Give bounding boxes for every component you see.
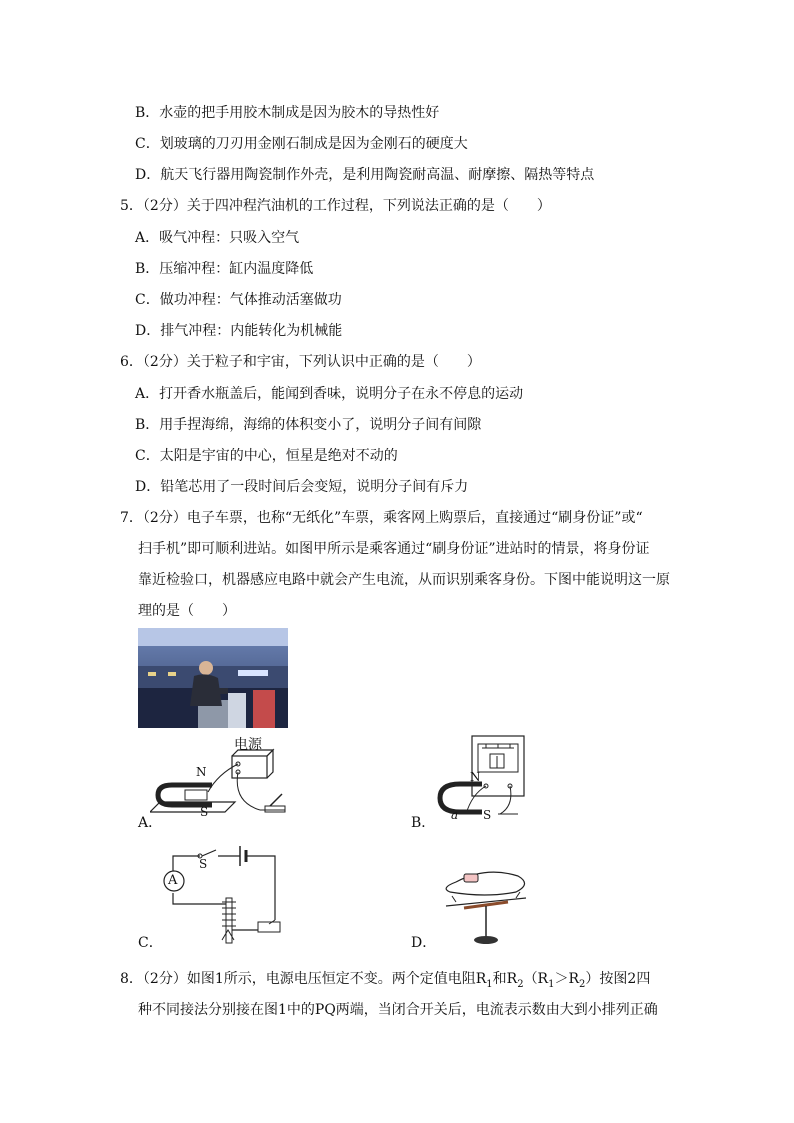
r2-subscript: 2 [517, 978, 524, 990]
q5-stem: 5．（2分）关于四冲程汽油机的工作过程，下列说法正确的是（ ） [120, 198, 551, 214]
q8-text-part5: ）按图2四 [585, 971, 651, 987]
q7-stem-line4: 理的是（ ） [138, 603, 236, 619]
q6-option-b: B．用手捏海绵，海绵的体积变小了，说明分子间有间隙 [135, 417, 482, 433]
figure-a-motor [150, 740, 300, 825]
figure-b-a-label: a [451, 808, 459, 822]
q8-text-part4: ＞R [554, 971, 580, 987]
figure-b-label: B． [411, 815, 436, 831]
q8-text-part1: 8．（2分）如图1所示，电源电压恒定不变。两个定值电阻R [120, 971, 487, 987]
station-gate-photo [138, 628, 288, 728]
q6-option-c: C．太阳是宇宙的中心，恒星是绝对不动的 [135, 448, 398, 464]
power-supply-label: 电源 [234, 737, 262, 753]
figure-b-n-pole: N [470, 770, 481, 784]
q6-option-a: A．打开香水瓶盖后，能闻到香味，说明分子在永不停息的运动 [135, 386, 524, 402]
figure-d-compass [436, 862, 536, 948]
figure-a-label: A． [138, 815, 163, 831]
ammeter-label: A [168, 873, 178, 888]
q4-option-d: D．航天飞行器用陶瓷制作外壳，是利用陶瓷耐高温、耐摩擦、隔热等特点 [135, 167, 595, 183]
q5-option-a: A．吸气冲程：只吸入空气 [135, 230, 300, 246]
figure-c-electromagnet [160, 840, 300, 950]
q6-option-d: D．铅笔芯用了一段时间后会变短，说明分子间有斥力 [135, 479, 469, 495]
q8-stem-line1 [120, 969, 650, 989]
q7-stem-line3: 靠近检验口，机器感应电路中就会产生电流，从而识别乘客身份。下图中能说明这一原 [138, 572, 670, 588]
figure-d-label: D． [411, 935, 437, 951]
q5-option-c: C．做功冲程：气体推动活塞做功 [135, 292, 342, 308]
r1-subscript: 1 [486, 978, 493, 990]
figure-a-n-pole: N [196, 765, 207, 779]
q6-stem: 6．（2分）关于粒子和宇宙，下列认识中正确的是（ ） [120, 354, 481, 370]
q8-text-part3: （R [523, 971, 549, 987]
r1-subscript-2: 1 [548, 978, 555, 990]
figure-b-s-pole: S [483, 808, 492, 822]
q5-option-d: D．排气冲程：内能转化为机械能 [135, 323, 343, 339]
q4-option-c: C．划玻璃的刀刃用金刚石制成是因为金刚石的硬度大 [135, 136, 468, 152]
r2-subscript-2: 2 [579, 978, 586, 990]
figure-c-label: C． [138, 935, 163, 951]
q5-option-b: B．压缩冲程：缸内温度降低 [135, 261, 314, 277]
figure-c-switch-label: S [199, 857, 208, 871]
q8-stem-line2: 种不同接法分别接在图1中的PQ两端，当闭合开关后，电流表示数由大到小排列正确 [138, 1002, 658, 1018]
figure-a-s-pole: S [200, 805, 209, 819]
q8-text-part2: 和R [492, 971, 518, 987]
q4-option-b: B．水壶的把手用胶木制成是因为胶木的导热性好 [135, 105, 440, 121]
q7-stem-line1: 7．（2分）电子车票，也称“无纸化”车票，乘客网上购票后，直接通过“刷身份证”或“ [120, 510, 643, 526]
q7-stem-line2: 扫手机”即可顺利进站。如图甲所示是乘客通过“刷身份证”进站时的情景，将身份证 [138, 541, 650, 557]
